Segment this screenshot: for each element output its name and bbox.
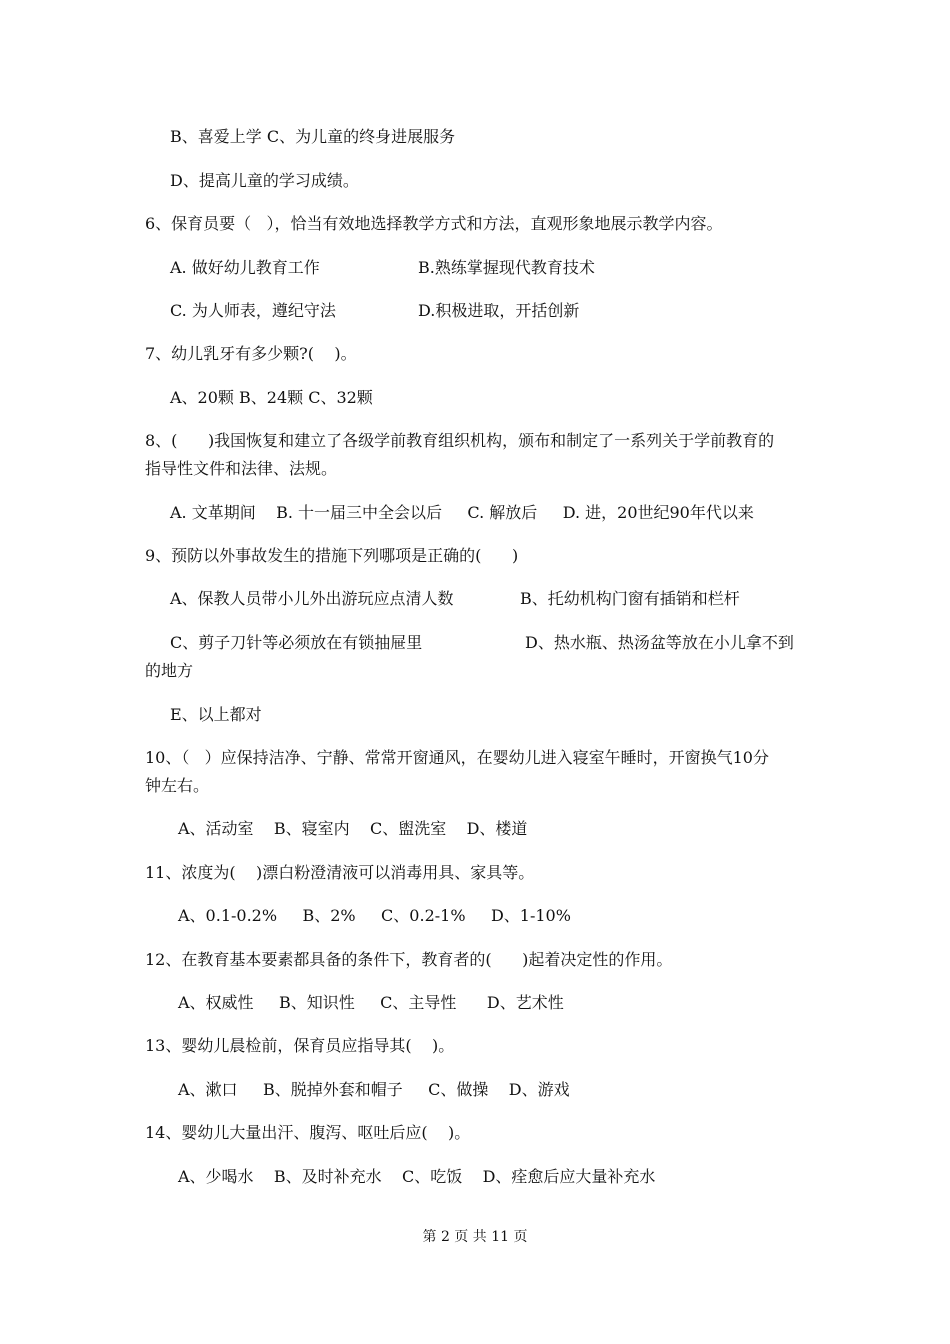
question-6: 6、保育员要（ ），恰当有效地选择教学方式和方法，直观形象地展示教学内容。 [145,214,723,233]
page-footer: 第 2 页 共 11 页 [422,1229,528,1245]
question-11: 11、浓度为( )漂白粉澄清液可以消毒用具、家具等。 [145,863,535,882]
option-line: A、保教人员带小儿外出游玩应点清人数 [170,589,454,608]
question-14: 14、婴幼儿大量出汗、腹泻、呕吐后应( )。 [145,1123,471,1142]
question-8: 8、( )我国恢复和建立了各级学前教育组织机构，颁布和制定了一系列关于学前教育的 [145,431,775,450]
question-10-cont: 钟左右。 [145,776,210,795]
option-line: E、以上都对 [170,705,262,724]
option-line: A、权威性 B、知识性 C、主导性 D、艺术性 [178,993,564,1012]
option-line: A. 文革期间 B. 十一届三中全会以后 C. 解放后 D. 进，20世纪90年代以来 [170,503,754,522]
option-line: A、20颗 B、24颗 C、32颗 [170,388,373,407]
option-line: B、托幼机构门窗有插销和栏杆 [520,589,740,608]
option-line: C. 为人师表，遵纪守法 [170,301,336,320]
question-9: 9、预防以外事故发生的措施下列哪项是正确的( ) [145,546,519,565]
option-line: A. 做好幼儿教育工作 [170,258,320,277]
option-line: B.熟练掌握现代教育技术 [418,258,595,277]
question-7: 7、幼儿乳牙有多少颗?( )。 [145,344,357,363]
question-12: 12、在教育基本要素都具备的条件下，教育者的( )起着决定性的作用。 [145,950,673,969]
question-8-cont: 指导性文件和法律、法规。 [145,459,338,478]
option-line: C、剪子刀针等必须放在有锁抽屉里 [170,633,423,652]
option-line: D.积极进取，开括创新 [418,301,580,320]
option-line: A、少喝水 B、及时补充水 C、吃饭 D、痊愈后应大量补充水 [178,1167,656,1186]
option-line: A、活动室 B、寝室内 C、盥洗室 D、楼道 [178,819,528,838]
option-line: A、0.1-0.2% B、2% C、0.2-1% D、1-10% [178,906,571,925]
option-line: A、漱口 B、脱掉外套和帽子 C、做操 D、游戏 [178,1080,570,1099]
option-line: D、热水瓶、热汤盆等放在小儿拿不到 [525,633,794,652]
question-10: 10、（ ）应保持洁净、宁静、常常开窗通风，在婴幼儿进入寝室午睡时，开窗换气10分 [145,748,769,767]
option-line: B、喜爱上学 C、为儿童的终身进展服务 [170,127,456,146]
option-line: D、提高儿童的学习成绩。 [170,171,359,190]
question-13: 13、婴幼儿晨检前，保育员应指导其( )。 [145,1036,455,1055]
option-line-cont: 的地方 [145,661,194,680]
